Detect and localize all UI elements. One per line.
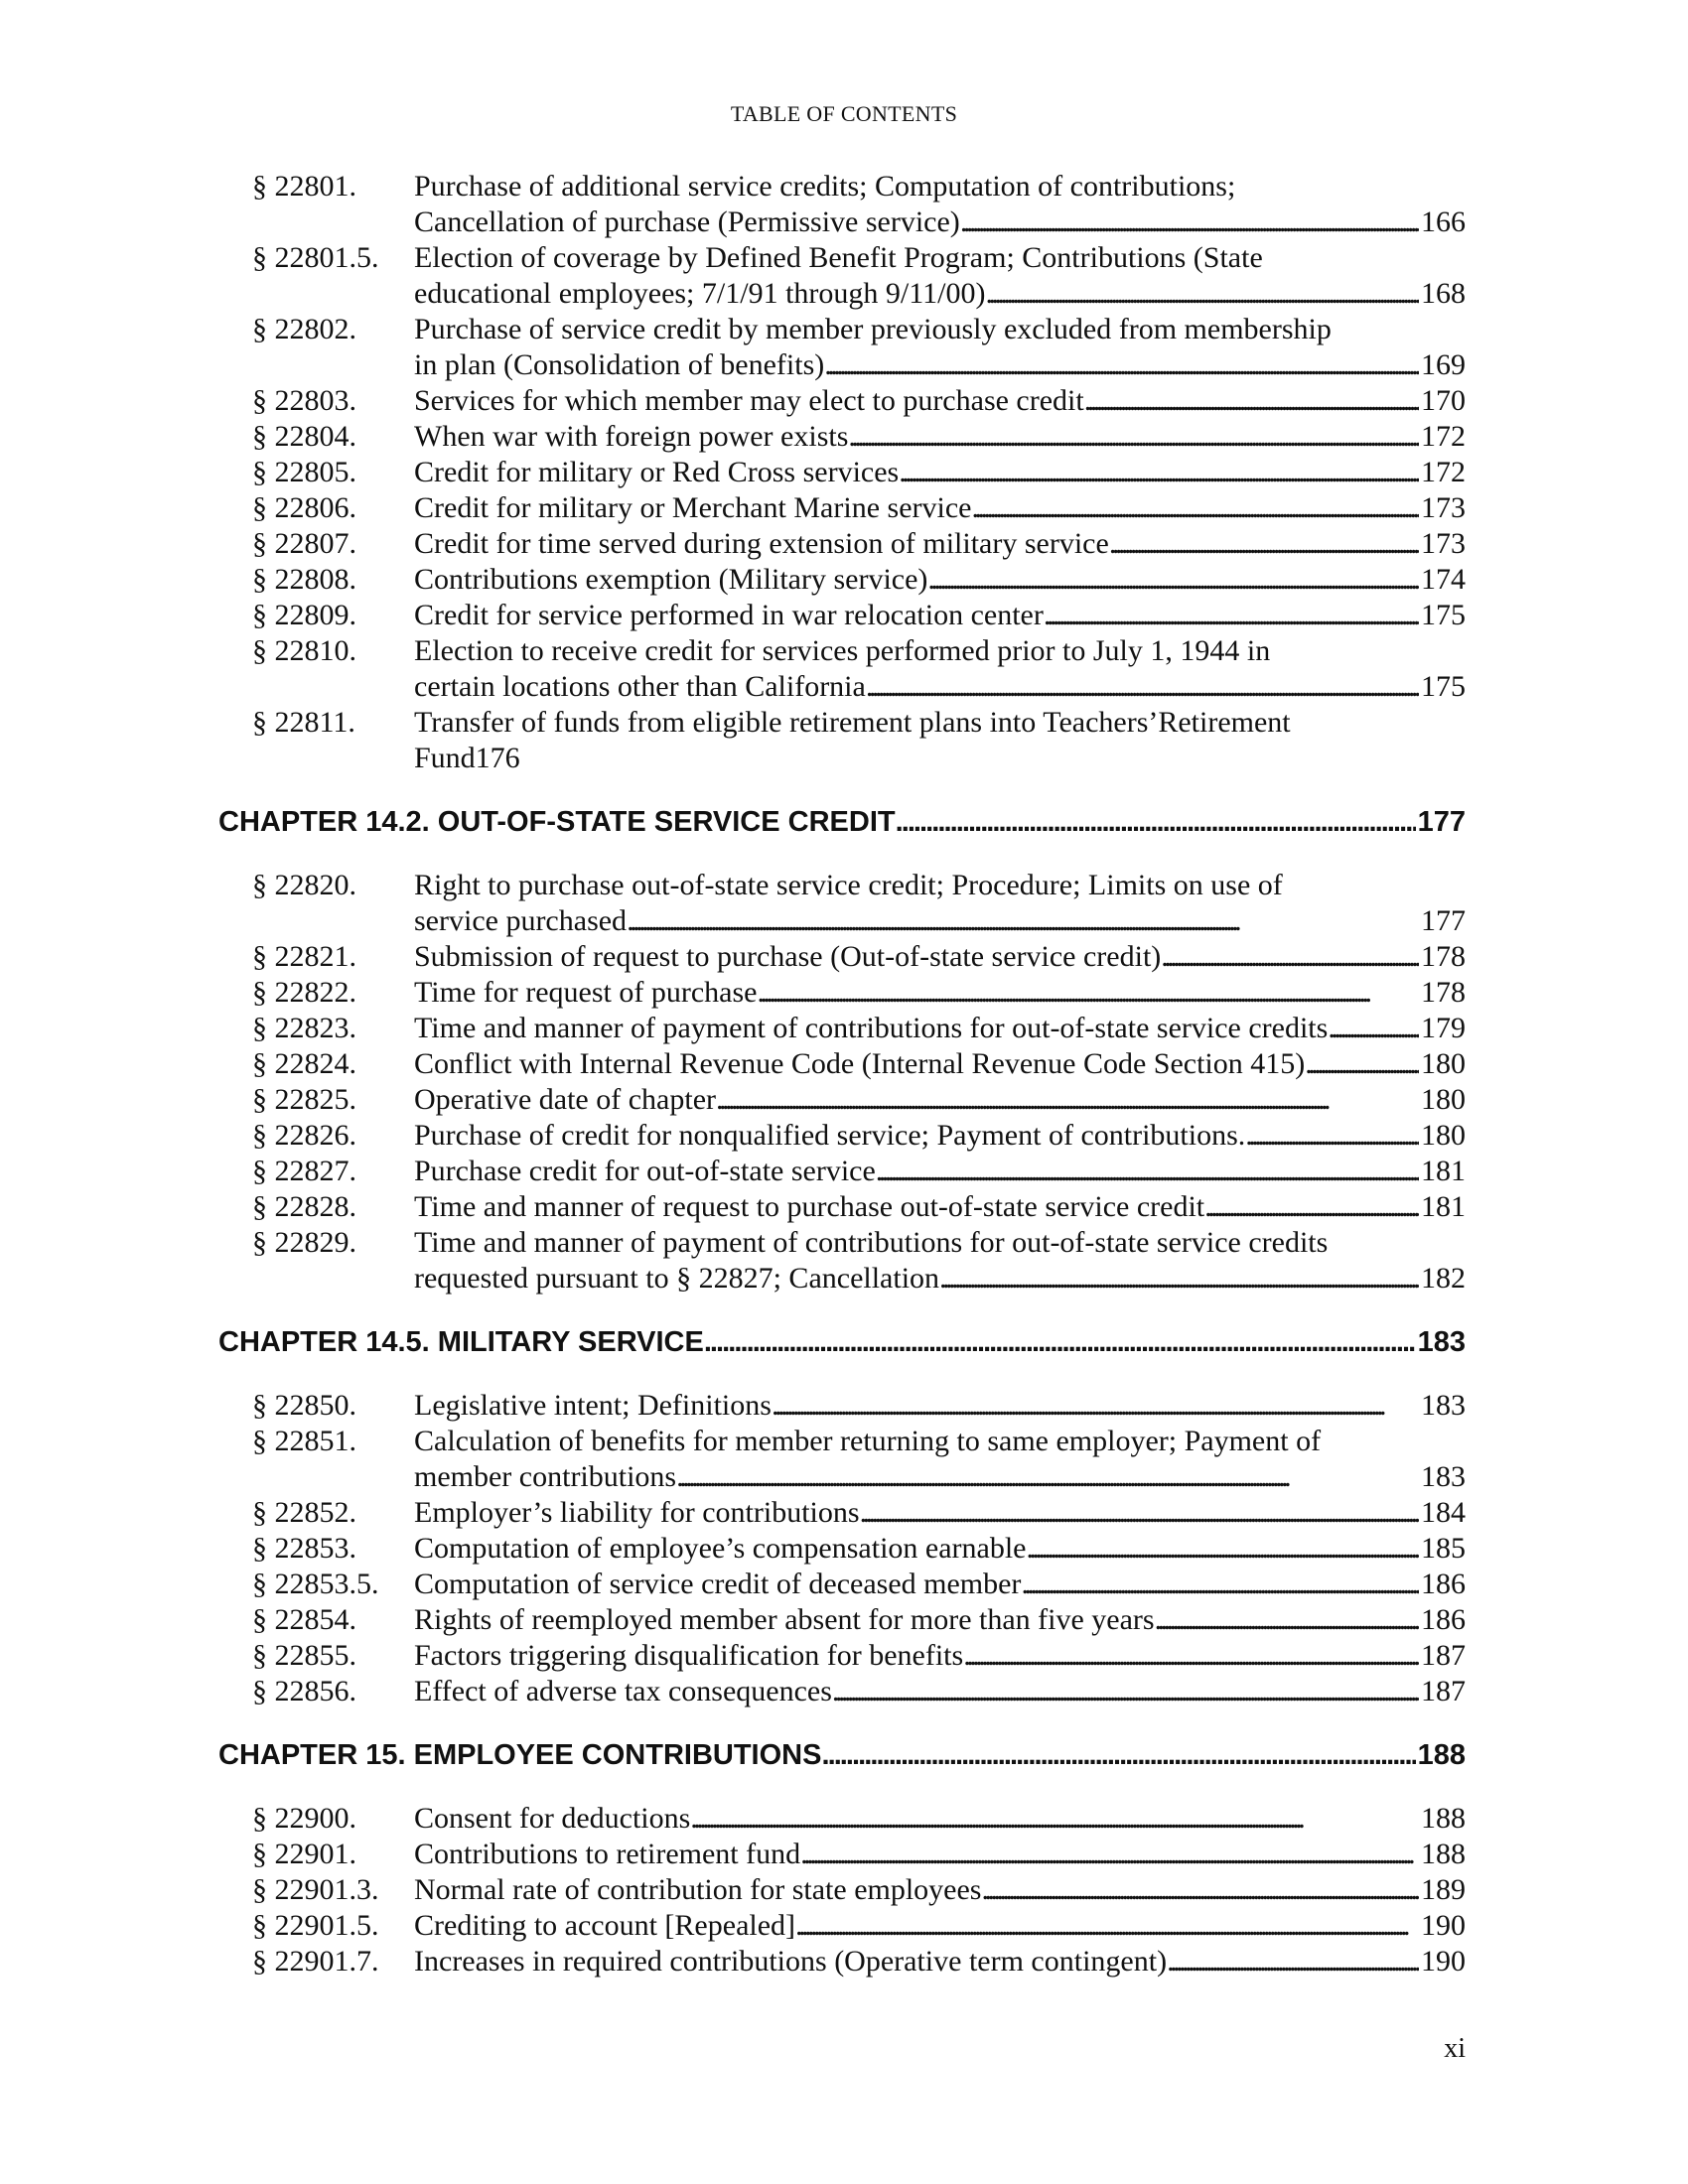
dot-leader bbox=[860, 1495, 1419, 1531]
entry-title-final-line bbox=[414, 383, 1466, 419]
entry-body bbox=[414, 169, 1466, 240]
dot-leader bbox=[927, 562, 1419, 598]
entry-body bbox=[414, 455, 1466, 490]
entry-body bbox=[414, 1011, 1466, 1046]
section-number: § 22821. bbox=[252, 940, 356, 973]
section-number: § 22811. bbox=[252, 706, 355, 739]
entry-page-number: 170 bbox=[1421, 384, 1466, 417]
entry-title-line: Conflict with Internal Revenue Code (Internal Revenue Code Section 415) bbox=[414, 1047, 1306, 1080]
entry-page-number: 189 bbox=[1421, 1873, 1466, 1906]
chapter-heading[interactable] bbox=[218, 1324, 1466, 1360]
section-number: § 22807. bbox=[252, 527, 356, 560]
section-number: § 22822. bbox=[252, 976, 356, 1009]
toc-entry[interactable] bbox=[218, 383, 1466, 419]
entry-title-final-line bbox=[414, 562, 1466, 598]
entry-page-number: 183 bbox=[1421, 1460, 1466, 1493]
entry-title-line: Credit for military or Red Cross services bbox=[414, 456, 900, 488]
entry-body bbox=[414, 490, 1466, 526]
section-number: § 22855. bbox=[252, 1639, 356, 1672]
dot-leader bbox=[876, 1154, 1419, 1189]
entry-title-line: Cancellation of purchase (Permissive service) bbox=[414, 205, 960, 238]
entry-title-final-line bbox=[414, 939, 1466, 975]
entry-title-final-line bbox=[414, 1082, 1466, 1118]
section-number: § 22827. bbox=[252, 1155, 356, 1187]
toc-entry[interactable] bbox=[218, 939, 1466, 975]
entry-page-number: 172 bbox=[1421, 420, 1466, 453]
chapter-title: CHAPTER 14.2. OUT-OF-STATE SERVICE CREDIT bbox=[218, 806, 896, 838]
toc-entry[interactable] bbox=[218, 1837, 1466, 1872]
entry-title-final-line bbox=[414, 1388, 1466, 1424]
entry-body bbox=[414, 1046, 1466, 1082]
entry-title-line: Crediting to account [Repealed] bbox=[414, 1909, 796, 1942]
toc-entry[interactable] bbox=[218, 1118, 1466, 1154]
entry-title-line: educational employees; 7/1/91 through 9/11/00) bbox=[414, 277, 986, 310]
toc-entry[interactable] bbox=[218, 633, 1466, 705]
section-number: § 22900. bbox=[252, 1802, 356, 1835]
entry-title-final-line bbox=[414, 1638, 1466, 1674]
entry-title-final-line bbox=[414, 1837, 1466, 1872]
entry-page-number: 174 bbox=[1421, 563, 1466, 596]
section-number: § 22850. bbox=[252, 1389, 356, 1422]
entry-title-line: Credit for military or Merchant Marine service bbox=[414, 491, 972, 524]
entry-title-line: member contributions bbox=[414, 1460, 677, 1493]
chapter-page-number: 183 bbox=[1417, 1326, 1466, 1358]
toc-entry[interactable] bbox=[218, 705, 1466, 776]
chapter-page-number: 177 bbox=[1417, 806, 1466, 838]
entry-title-line: Credit for service performed in war relocation center bbox=[414, 599, 1044, 631]
entry-title-line: Purchase of credit for nonqualified service; Payment of contributions. bbox=[414, 1119, 1246, 1152]
entry-page-number: 175 bbox=[1421, 599, 1466, 631]
entry-body bbox=[414, 312, 1466, 383]
dot-leader bbox=[960, 205, 1419, 240]
entry-body bbox=[414, 1567, 1466, 1602]
entry-page-number: 184 bbox=[1421, 1496, 1466, 1529]
entry-title-final-line bbox=[414, 1261, 1466, 1297]
entry-page-number: 190 bbox=[1421, 1945, 1466, 1978]
entry-title-final-line bbox=[414, 1118, 1466, 1154]
entry-title-final-line bbox=[414, 1602, 1466, 1638]
entry-body bbox=[414, 1225, 1466, 1297]
entry-title-line: Election of coverage by Defined Benefit Program; Contributions (State bbox=[414, 241, 1263, 274]
section-number: § 22826. bbox=[252, 1119, 356, 1152]
entry-body bbox=[414, 1638, 1466, 1674]
dot-leader bbox=[800, 1837, 1419, 1872]
entry-body bbox=[414, 633, 1466, 705]
toc-entry[interactable] bbox=[218, 240, 1466, 312]
entry-title-line: Submission of request to purchase (Out-of-state service credit) bbox=[414, 940, 1162, 973]
section-number: § 22806. bbox=[252, 491, 356, 524]
entry-page-number: 180 bbox=[1421, 1083, 1466, 1116]
dot-leader bbox=[1027, 1531, 1420, 1567]
toc-entry[interactable] bbox=[218, 1424, 1466, 1495]
entry-page-number: 178 bbox=[1421, 976, 1466, 1009]
entry-title-line: Time and manner of request to purchase out-of-state service credit bbox=[414, 1190, 1205, 1223]
section-number: § 22823. bbox=[252, 1012, 356, 1044]
entry-title-line: Contributions exemption (Military service) bbox=[414, 563, 928, 596]
entry-body bbox=[414, 975, 1466, 1011]
toc-entry[interactable] bbox=[218, 1567, 1466, 1602]
toc-entry[interactable] bbox=[218, 1189, 1466, 1225]
dot-leader bbox=[1245, 1118, 1419, 1154]
entry-title-final-line bbox=[414, 1872, 1466, 1908]
entry-body bbox=[414, 1424, 1466, 1495]
dot-leader bbox=[939, 1261, 1419, 1297]
dot-leader bbox=[1021, 1567, 1419, 1602]
entry-title-final-line bbox=[414, 1046, 1466, 1082]
entry-page-number: 183 bbox=[1421, 1389, 1466, 1422]
entry-body bbox=[414, 1118, 1466, 1154]
entry-page-number: 172 bbox=[1421, 456, 1466, 488]
toc-entry[interactable] bbox=[218, 1602, 1466, 1638]
entry-title-line: Rights of reemployed member absent for more than five years bbox=[414, 1603, 1155, 1636]
dot-leader bbox=[1161, 939, 1419, 975]
section-number: § 22854. bbox=[252, 1603, 356, 1636]
entry-title-final-line bbox=[414, 1459, 1466, 1495]
entry-title-line: requested pursuant to § 22827; Cancellation bbox=[414, 1262, 940, 1295]
entry-page-number: 180 bbox=[1421, 1119, 1466, 1152]
entry-title-line: Right to purchase out-of-state service credit; Procedure; Limits on use of bbox=[414, 869, 1283, 901]
entry-title-final-line bbox=[414, 205, 1466, 240]
entry-title-line: Time and manner of payment of contributions for out-of-state service credits bbox=[414, 1012, 1329, 1044]
entry-page-number: 168 bbox=[1421, 277, 1466, 310]
section-number: § 22851. bbox=[252, 1425, 356, 1457]
entry-page-number: 188 bbox=[1421, 1838, 1466, 1870]
entry-title-line: Services for which member may elect to purchase credit bbox=[414, 384, 1084, 417]
entry-body bbox=[414, 419, 1466, 455]
entry-title-final-line bbox=[414, 1154, 1466, 1189]
dot-leader bbox=[627, 903, 1419, 939]
entry-page-number: 181 bbox=[1421, 1155, 1466, 1187]
entry-title-line: Time for request of purchase bbox=[414, 976, 758, 1009]
entry-title-final-line bbox=[414, 1531, 1466, 1567]
entry-title-final-line bbox=[414, 347, 1466, 383]
toc-entry[interactable] bbox=[218, 1908, 1466, 1944]
toc-entry[interactable] bbox=[218, 1046, 1466, 1082]
entry-page-number: 169 bbox=[1421, 348, 1466, 381]
entry-body bbox=[414, 1495, 1466, 1531]
entry-page-number: 182 bbox=[1421, 1262, 1466, 1295]
dot-leader bbox=[1109, 526, 1419, 562]
entry-title-line: Calculation of benefits for member returning to same employer; Payment of bbox=[414, 1425, 1322, 1457]
dot-leader bbox=[848, 419, 1419, 455]
entry-page-number: 179 bbox=[1421, 1012, 1466, 1044]
entry-title-final-line bbox=[414, 455, 1466, 490]
entry-title-line: Credit for time served during extension of military service bbox=[414, 527, 1109, 560]
entry-page-number: 186 bbox=[1421, 1603, 1466, 1636]
entry-title-line: Transfer of funds from eligible retirement plans into Teachers’Retirement bbox=[414, 706, 1291, 739]
entry-title-line: Increases in required contributions (Operative term contingent) bbox=[414, 1945, 1168, 1978]
entry-title-final-line bbox=[414, 975, 1466, 1011]
section-number: § 22801. bbox=[252, 170, 356, 203]
section-number: § 22852. bbox=[252, 1496, 356, 1529]
toc-entry[interactable] bbox=[218, 490, 1466, 526]
section-number: § 22856. bbox=[252, 1675, 356, 1707]
entry-title-line: Purchase of additional service credits; Computation of contributions; bbox=[414, 170, 1236, 203]
entry-body bbox=[414, 1531, 1466, 1567]
section-number: § 22853. bbox=[252, 1532, 356, 1565]
section-number: § 22820. bbox=[252, 869, 356, 901]
toc-entry[interactable] bbox=[218, 975, 1466, 1011]
entry-page-number: 187 bbox=[1421, 1639, 1466, 1672]
toc-entry[interactable] bbox=[218, 419, 1466, 455]
toc-entry[interactable] bbox=[218, 455, 1466, 490]
entry-page-number: 173 bbox=[1421, 527, 1466, 560]
section-number: § 22853.5. bbox=[252, 1568, 379, 1600]
chapter-title: CHAPTER 15. EMPLOYEE CONTRIBUTIONS bbox=[218, 1739, 822, 1771]
entry-body bbox=[414, 1189, 1466, 1225]
toc-entry[interactable] bbox=[218, 598, 1466, 633]
entry-body bbox=[414, 1154, 1466, 1189]
entry-title-line: Computation of service credit of deceased member bbox=[414, 1568, 1022, 1600]
section-number: § 22825. bbox=[252, 1083, 356, 1116]
entry-page-number: 166 bbox=[1421, 205, 1466, 238]
dot-leader bbox=[1305, 1046, 1419, 1082]
chapter-title: CHAPTER 14.5. MILITARY SERVICE bbox=[218, 1326, 704, 1358]
dot-leader bbox=[1328, 1011, 1419, 1046]
dot-leader bbox=[824, 347, 1419, 383]
entry-body bbox=[414, 939, 1466, 975]
entry-title-line: Factors triggering disqualification for benefits bbox=[414, 1639, 964, 1672]
entry-title-final-line bbox=[414, 903, 1466, 939]
dot-leader bbox=[896, 804, 1416, 840]
section-number: § 22901.3. bbox=[252, 1873, 379, 1906]
entry-page-number: 186 bbox=[1421, 1568, 1466, 1600]
section-number: § 22805. bbox=[252, 456, 356, 488]
section-number: § 22808. bbox=[252, 563, 356, 596]
section-number: § 22809. bbox=[252, 599, 356, 631]
dot-leader bbox=[985, 276, 1419, 312]
dot-leader bbox=[676, 1459, 1419, 1495]
entry-title-line: in plan (Consolidation of benefits) bbox=[414, 348, 825, 381]
toc-entry[interactable] bbox=[218, 1495, 1466, 1531]
toc-entry[interactable] bbox=[218, 1944, 1466, 1979]
entry-body bbox=[414, 1872, 1466, 1908]
entry-body bbox=[414, 1674, 1466, 1709]
entry-title-line: Purchase of service credit by member previously excluded from membership bbox=[414, 313, 1332, 345]
entry-page-number: 188 bbox=[1421, 1802, 1466, 1835]
toc-entry[interactable] bbox=[218, 1154, 1466, 1189]
entry-title-line: Operative date of chapter bbox=[414, 1083, 716, 1116]
dot-leader bbox=[772, 1388, 1419, 1424]
toc-entry[interactable] bbox=[218, 1638, 1466, 1674]
section-number: § 22802. bbox=[252, 313, 356, 345]
dot-leader bbox=[757, 975, 1419, 1011]
entry-body bbox=[414, 1388, 1466, 1424]
entry-page-number: 177 bbox=[1421, 904, 1466, 937]
dot-leader bbox=[1084, 383, 1419, 419]
toc-entry[interactable] bbox=[218, 1011, 1466, 1046]
entry-title-line: Effect of adverse tax consequences bbox=[414, 1675, 832, 1707]
entry-title-final-line bbox=[414, 669, 1466, 705]
entry-title-line: Time and manner of payment of contributions for out-of-state service credits bbox=[414, 1226, 1329, 1259]
toc-entry[interactable] bbox=[218, 1388, 1466, 1424]
entry-body bbox=[414, 1908, 1466, 1944]
dot-leader bbox=[716, 1082, 1419, 1118]
entry-title-final-line bbox=[414, 490, 1466, 526]
toc-entry[interactable] bbox=[218, 868, 1466, 939]
section-number: § 22824. bbox=[252, 1047, 356, 1080]
toc-entry[interactable] bbox=[218, 1872, 1466, 1908]
entry-title-line: service purchased bbox=[414, 904, 628, 937]
entry-title-final-line bbox=[414, 1908, 1466, 1944]
entry-title-final-line bbox=[414, 419, 1466, 455]
toc-entry[interactable] bbox=[218, 169, 1466, 240]
entry-body bbox=[414, 1602, 1466, 1638]
entry-page-number: 173 bbox=[1421, 491, 1466, 524]
entry-title-final-line bbox=[414, 1801, 1466, 1837]
section-number: § 22901.7. bbox=[252, 1945, 379, 1978]
entry-title-line: Fund176 bbox=[414, 742, 520, 774]
dot-leader bbox=[981, 1872, 1419, 1908]
entry-title-line: certain locations other than California bbox=[414, 670, 866, 703]
toc-entry[interactable] bbox=[218, 1225, 1466, 1297]
entry-title-final-line bbox=[414, 1944, 1466, 1979]
dot-leader bbox=[832, 1674, 1419, 1709]
dot-leader bbox=[690, 1801, 1419, 1837]
dot-leader bbox=[821, 1737, 1415, 1773]
dot-leader bbox=[795, 1908, 1419, 1944]
entry-title-line: Legislative intent; Definitions bbox=[414, 1389, 772, 1422]
entry-title-final-line bbox=[414, 526, 1466, 562]
entry-body bbox=[414, 562, 1466, 598]
toc-entry[interactable] bbox=[218, 1674, 1466, 1709]
page-number: xi bbox=[1444, 2033, 1466, 2064]
section-number: § 22901. bbox=[252, 1838, 356, 1870]
entry-title-line: Consent for deductions bbox=[414, 1802, 691, 1835]
entry-title-final-line bbox=[414, 1189, 1466, 1225]
entry-body bbox=[414, 526, 1466, 562]
dot-leader bbox=[704, 1324, 1416, 1360]
entry-page-number: 187 bbox=[1421, 1675, 1466, 1707]
entry-title-final-line bbox=[414, 1495, 1466, 1531]
entry-body bbox=[414, 383, 1466, 419]
entry-title-final-line bbox=[414, 276, 1466, 312]
dot-leader bbox=[899, 455, 1419, 490]
section-number: § 22803. bbox=[252, 384, 356, 417]
entry-title-line: Contributions to retirement fund bbox=[414, 1838, 801, 1870]
entry-body bbox=[414, 1944, 1466, 1979]
section-number: § 22829. bbox=[252, 1226, 356, 1259]
section-number: § 22901.5. bbox=[252, 1909, 379, 1942]
dot-leader bbox=[866, 669, 1419, 705]
entry-body bbox=[414, 598, 1466, 633]
entry-title-line: Normal rate of contribution for state employees bbox=[414, 1873, 982, 1906]
entry-title-final-line bbox=[414, 1011, 1466, 1046]
entry-title-final-line bbox=[414, 1674, 1466, 1709]
entry-body bbox=[414, 1082, 1466, 1118]
entry-page-number: 190 bbox=[1421, 1909, 1466, 1942]
section-number: § 22828. bbox=[252, 1190, 356, 1223]
section-number: § 22804. bbox=[252, 420, 356, 453]
toc-entry[interactable] bbox=[218, 1082, 1466, 1118]
entry-page-number: 185 bbox=[1421, 1532, 1466, 1565]
running-head: TABLE OF CONTENTS bbox=[730, 101, 958, 126]
dot-leader bbox=[1044, 598, 1419, 633]
chapter-heading[interactable] bbox=[218, 804, 1466, 840]
entry-page-number: 181 bbox=[1421, 1190, 1466, 1223]
chapter-page-number: 188 bbox=[1417, 1739, 1466, 1771]
entry-title-line: Computation of employee’s compensation earnable bbox=[414, 1532, 1027, 1565]
dot-leader bbox=[1155, 1602, 1419, 1638]
dot-leader bbox=[1167, 1944, 1419, 1979]
dot-leader bbox=[971, 490, 1419, 526]
toc-entry[interactable] bbox=[218, 312, 1466, 383]
entry-body bbox=[414, 1801, 1466, 1837]
entry-body bbox=[414, 868, 1466, 939]
entry-title-final-line bbox=[414, 598, 1466, 633]
toc-entry[interactable] bbox=[218, 1531, 1466, 1567]
entry-body bbox=[414, 240, 1466, 312]
entry-page-number: 178 bbox=[1421, 940, 1466, 973]
toc-entry[interactable] bbox=[218, 526, 1466, 562]
toc-entry[interactable] bbox=[218, 1801, 1466, 1837]
entry-body bbox=[414, 705, 1466, 776]
chapter-heading[interactable] bbox=[218, 1737, 1466, 1773]
section-number: § 22801.5. bbox=[252, 241, 379, 274]
entry-title-line: Election to receive credit for services performed prior to July 1, 1944 in bbox=[414, 634, 1271, 667]
entry-title-final-line bbox=[414, 1567, 1466, 1602]
dot-leader bbox=[1204, 1189, 1419, 1225]
entry-title-line: Purchase credit for out-of-state service bbox=[414, 1155, 876, 1187]
entry-title-line: Employer’s liability for contributions bbox=[414, 1496, 860, 1529]
dot-leader bbox=[963, 1638, 1419, 1674]
section-number: § 22810. bbox=[252, 634, 356, 667]
entry-page-number: 175 bbox=[1421, 670, 1466, 703]
entry-body bbox=[414, 1837, 1466, 1872]
entry-page-number: 180 bbox=[1421, 1047, 1466, 1080]
table-of-contents bbox=[218, 169, 1466, 1979]
entry-title-line: When war with foreign power exists bbox=[414, 420, 849, 453]
toc-entry[interactable] bbox=[218, 562, 1466, 598]
